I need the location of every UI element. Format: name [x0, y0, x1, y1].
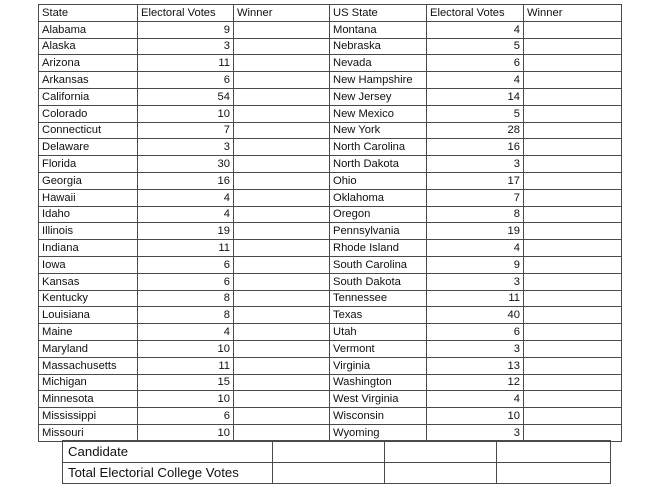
header-winner: Winner: [234, 5, 330, 22]
state-name: Arizona: [39, 55, 138, 72]
winner-cell[interactable]: [524, 256, 622, 273]
table-row: [39, 139, 622, 156]
table-row: [39, 55, 622, 72]
total-votes-label: Total Electorial College Votes: [63, 462, 273, 484]
state-name: Utah: [330, 324, 427, 341]
electoral-votes-value: 7: [138, 122, 234, 139]
table-row: [39, 189, 622, 206]
candidate-cell[interactable]: [385, 441, 497, 463]
table-row: [39, 357, 622, 374]
winner-cell[interactable]: [524, 408, 622, 425]
electoral-votes-value: 4: [427, 240, 524, 257]
winner-cell[interactable]: [524, 172, 622, 189]
table-row: [39, 88, 622, 105]
header-electoral-votes-right: Electoral Votes: [427, 5, 524, 22]
winner-cell[interactable]: [234, 240, 330, 257]
winner-cell[interactable]: [234, 105, 330, 122]
state-name: Rhode Island: [330, 240, 427, 257]
state-name: New Mexico: [330, 105, 427, 122]
table-row: [39, 424, 622, 441]
table-row: [39, 290, 622, 307]
electoral-votes-value: 4: [427, 21, 524, 38]
winner-cell[interactable]: [234, 72, 330, 89]
table-row: [39, 122, 622, 139]
state-name: New York: [330, 122, 427, 139]
winner-cell[interactable]: [234, 139, 330, 156]
state-name: Oregon: [330, 206, 427, 223]
electoral-votes-value: 10: [427, 408, 524, 425]
state-name: Iowa: [39, 256, 138, 273]
table-row: [39, 256, 622, 273]
electoral-votes-value: 10: [138, 424, 234, 441]
winner-cell[interactable]: [524, 156, 622, 173]
electoral-votes-value: 6: [427, 324, 524, 341]
winner-cell[interactable]: [524, 88, 622, 105]
state-name: West Virginia: [330, 391, 427, 408]
state-name: Hawaii: [39, 189, 138, 206]
candidate-cell[interactable]: [497, 441, 611, 463]
electoral-votes-value: 6: [138, 273, 234, 290]
electoral-votes-value: 8: [138, 307, 234, 324]
header-state: State: [39, 5, 138, 22]
table-row: [39, 340, 622, 357]
table-row: [39, 38, 622, 55]
total-votes-cell[interactable]: [385, 462, 497, 484]
electoral-votes-value: 5: [427, 38, 524, 55]
winner-cell[interactable]: [234, 307, 330, 324]
header-us-state: US State: [330, 5, 427, 22]
state-name: Mississippi: [39, 408, 138, 425]
state-name: Montana: [330, 21, 427, 38]
state-name: North Dakota: [330, 156, 427, 173]
winner-cell[interactable]: [234, 156, 330, 173]
winner-cell[interactable]: [234, 223, 330, 240]
state-name: Minnesota: [39, 391, 138, 408]
table-row: [39, 105, 622, 122]
electoral-votes-value: 13: [427, 357, 524, 374]
state-name: Indiana: [39, 240, 138, 257]
electoral-votes-value: 6: [138, 408, 234, 425]
winner-cell[interactable]: [234, 189, 330, 206]
winner-cell[interactable]: [234, 122, 330, 139]
state-name: Wyoming: [330, 424, 427, 441]
candidate-label: Candidate: [63, 441, 273, 463]
state-name: Nebraska: [330, 38, 427, 55]
state-name: Colorado: [39, 105, 138, 122]
winner-cell[interactable]: [524, 55, 622, 72]
electoral-votes-value: 17: [427, 172, 524, 189]
electoral-votes-value: 54: [138, 88, 234, 105]
electoral-votes-value: 4: [138, 206, 234, 223]
state-name: Washington: [330, 374, 427, 391]
table-row: [39, 324, 622, 341]
state-name: Missouri: [39, 424, 138, 441]
state-name: Alabama: [39, 21, 138, 38]
electoral-votes-value: 9: [427, 256, 524, 273]
state-name: Wisconsin: [330, 408, 427, 425]
candidate-cell[interactable]: [273, 441, 385, 463]
winner-cell[interactable]: [524, 357, 622, 374]
electoral-votes-value: 11: [138, 357, 234, 374]
state-name: North Carolina: [330, 139, 427, 156]
candidate-row: [63, 441, 611, 463]
electoral-votes-value: 11: [138, 240, 234, 257]
state-name: Georgia: [39, 172, 138, 189]
winner-cell[interactable]: [234, 172, 330, 189]
state-name: Pennsylvania: [330, 223, 427, 240]
winner-cell[interactable]: [234, 374, 330, 391]
winner-cell[interactable]: [524, 324, 622, 341]
winner-cell[interactable]: [234, 88, 330, 105]
winner-cell[interactable]: [524, 374, 622, 391]
winner-cell[interactable]: [234, 424, 330, 441]
table-row: [39, 223, 622, 240]
electoral-votes-value: 4: [427, 72, 524, 89]
winner-cell[interactable]: [524, 290, 622, 307]
electoral-votes-value: 40: [427, 307, 524, 324]
state-name: Maine: [39, 324, 138, 341]
table-row: [39, 72, 622, 89]
state-name: New Hampshire: [330, 72, 427, 89]
winner-cell[interactable]: [234, 290, 330, 307]
winner-cell[interactable]: [234, 256, 330, 273]
state-name: Tennessee: [330, 290, 427, 307]
winner-cell[interactable]: [524, 122, 622, 139]
state-name: Oklahoma: [330, 189, 427, 206]
electoral-votes-value: 6: [427, 55, 524, 72]
winner-cell[interactable]: [234, 273, 330, 290]
electoral-votes-value: 19: [427, 223, 524, 240]
state-name: Florida: [39, 156, 138, 173]
electoral-votes-value: 4: [427, 391, 524, 408]
state-name: Louisiana: [39, 307, 138, 324]
state-name: Maryland: [39, 340, 138, 357]
electoral-votes-value: 6: [138, 256, 234, 273]
total-votes-cell[interactable]: [273, 462, 385, 484]
state-name: Idaho: [39, 206, 138, 223]
winner-cell[interactable]: [234, 408, 330, 425]
state-name: Delaware: [39, 139, 138, 156]
table-row: [39, 391, 622, 408]
state-name: South Carolina: [330, 256, 427, 273]
electoral-votes-value: 15: [138, 374, 234, 391]
total-votes-cell[interactable]: [497, 462, 611, 484]
table-row: [39, 206, 622, 223]
winner-cell[interactable]: [524, 21, 622, 38]
winner-cell[interactable]: [234, 324, 330, 341]
winner-cell[interactable]: [524, 223, 622, 240]
winner-cell[interactable]: [524, 38, 622, 55]
electoral-votes-value: 11: [427, 290, 524, 307]
electoral-votes-value: 16: [427, 139, 524, 156]
total-votes-row: [63, 462, 611, 484]
electoral-votes-value: 3: [427, 156, 524, 173]
electoral-votes-value: 8: [138, 290, 234, 307]
winner-cell[interactable]: [524, 189, 622, 206]
winner-cell[interactable]: [234, 340, 330, 357]
table-row: [39, 408, 622, 425]
electoral-votes-value: 10: [138, 340, 234, 357]
winner-cell[interactable]: [524, 273, 622, 290]
electoral-votes-value: 3: [427, 340, 524, 357]
electoral-votes-value: 12: [427, 374, 524, 391]
electoral-votes-value: 11: [138, 55, 234, 72]
electoral-votes-value: 3: [138, 139, 234, 156]
electoral-votes-value: 3: [138, 38, 234, 55]
winner-cell[interactable]: [524, 72, 622, 89]
winner-cell[interactable]: [234, 38, 330, 55]
state-name: Vermont: [330, 340, 427, 357]
electoral-votes-value: 30: [138, 156, 234, 173]
electoral-votes-value: 3: [427, 424, 524, 441]
state-name: Kentucky: [39, 290, 138, 307]
state-name: Massachusetts: [39, 357, 138, 374]
electoral-votes-value: 19: [138, 223, 234, 240]
table-header-row: [39, 5, 622, 22]
state-name: Arkansas: [39, 72, 138, 89]
winner-cell[interactable]: [524, 391, 622, 408]
table-row: [39, 240, 622, 257]
totals-table: [62, 440, 611, 484]
winner-cell[interactable]: [524, 307, 622, 324]
header-winner-right: Winner: [524, 5, 622, 22]
electoral-votes-value: 10: [138, 105, 234, 122]
state-name: Alaska: [39, 38, 138, 55]
electoral-votes-value: 8: [427, 206, 524, 223]
electoral-votes-value: 7: [427, 189, 524, 206]
table-row: [39, 172, 622, 189]
winner-cell[interactable]: [234, 206, 330, 223]
winner-cell[interactable]: [524, 340, 622, 357]
electoral-votes-value: 3: [427, 273, 524, 290]
winner-cell[interactable]: [524, 139, 622, 156]
state-name: Nevada: [330, 55, 427, 72]
winner-cell[interactable]: [234, 55, 330, 72]
winner-cell[interactable]: [524, 240, 622, 257]
electoral-votes-value: 16: [138, 172, 234, 189]
state-name: Michigan: [39, 374, 138, 391]
table-row: [39, 374, 622, 391]
winner-cell[interactable]: [524, 206, 622, 223]
winner-cell[interactable]: [524, 105, 622, 122]
electoral-votes-table: [38, 4, 622, 442]
winner-cell[interactable]: [234, 391, 330, 408]
state-name: Virginia: [330, 357, 427, 374]
electoral-votes-value: 28: [427, 122, 524, 139]
state-name: Kansas: [39, 273, 138, 290]
electoral-votes-value: 5: [427, 105, 524, 122]
header-electoral-votes: Electoral Votes: [138, 5, 234, 22]
table-row: [39, 156, 622, 173]
table-row: [39, 21, 622, 38]
winner-cell[interactable]: [234, 357, 330, 374]
winner-cell[interactable]: [234, 21, 330, 38]
state-name: Ohio: [330, 172, 427, 189]
state-name: Texas: [330, 307, 427, 324]
state-name: New Jersey: [330, 88, 427, 105]
electoral-votes-value: 10: [138, 391, 234, 408]
electoral-votes-value: 6: [138, 72, 234, 89]
state-name: California: [39, 88, 138, 105]
state-name: Connecticut: [39, 122, 138, 139]
state-name: South Dakota: [330, 273, 427, 290]
table-row: [39, 273, 622, 290]
state-name: Illinois: [39, 223, 138, 240]
electoral-votes-value: 4: [138, 189, 234, 206]
electoral-votes-value: 9: [138, 21, 234, 38]
table-row: [39, 307, 622, 324]
electoral-votes-value: 14: [427, 88, 524, 105]
electoral-votes-value: 4: [138, 324, 234, 341]
winner-cell[interactable]: [524, 424, 622, 441]
